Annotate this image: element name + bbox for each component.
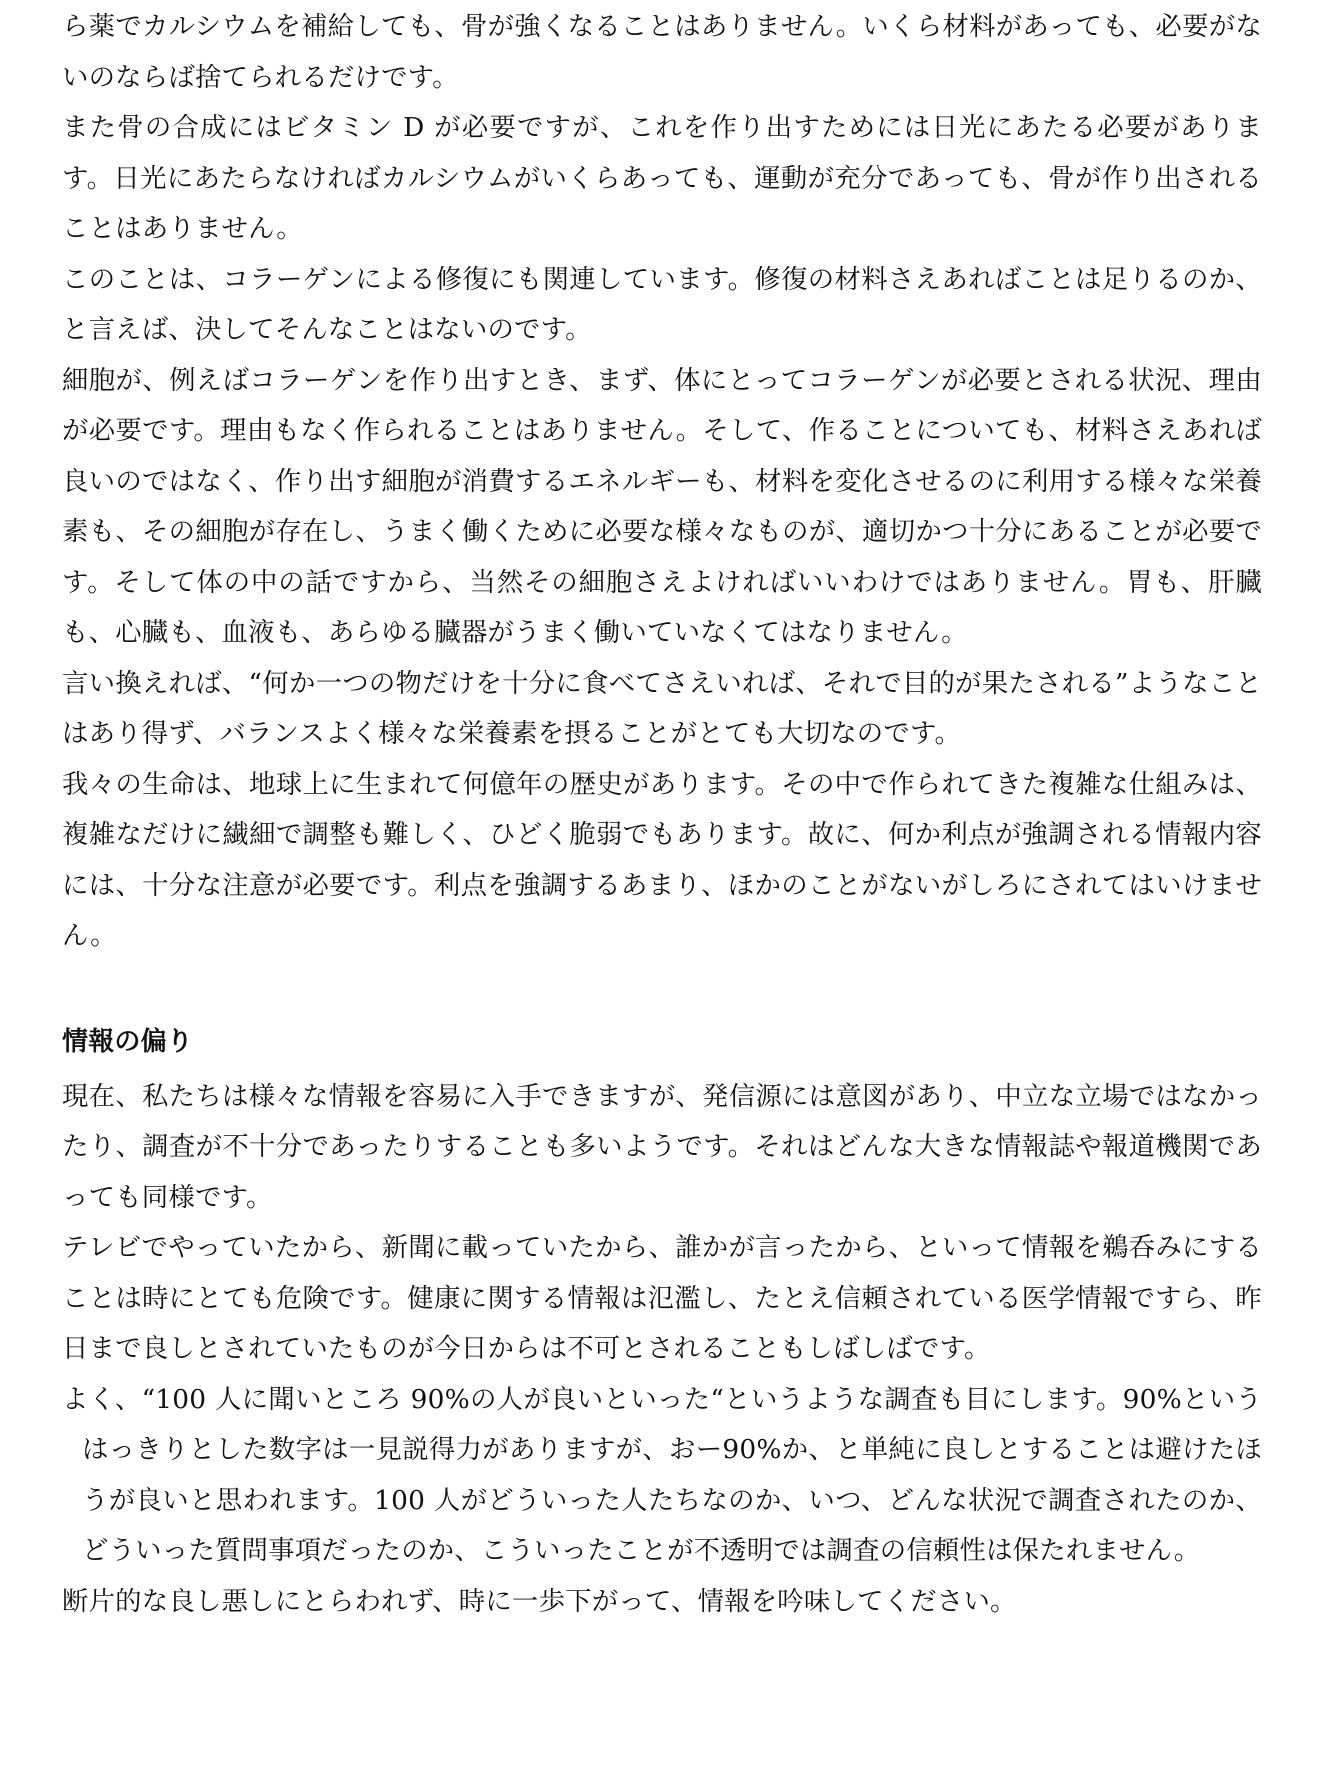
paragraph: 細胞が、例えばコラーゲンを作り出すとき、まず、体にとってコラーゲンが必要とされる状況、理由が必要です。理由もなく作られることはありません。そして、作ることについても、材料さえあれば良いのではなく、作り出す細胞が消費するエネルギーも、材料を変化させるのに利用する様々な栄養素も、その細胞が存在し、うまく働くために必要な様々なものが、適切かつ十分にあることが必要です。そして体の中の話ですから、当然その細胞さえよければいいわけではありません。胃も、肝臓も、心臓も、血液も、あらゆる臓器がうまく働いていなくてはなりません。 (62, 364, 1262, 648)
paragraph: 現在、私たちは様々な情報を容易に入手できますが、発信源には意図があり、中立な立場ではなかったり、調査が不十分であったりすることも多いようです。それはどんな大きな情報誌や報道機関であっても同様です。 (62, 1080, 1262, 1213)
paragraph: ら薬でカルシウムを補給しても、骨が強くなることはありません。いくら材料があっても、必要がないのならば捨てられるだけです。 (62, 11, 1262, 93)
paragraph: 言い換えれば、“何か一つの物だけを十分に食べてさえいれば、それで目的が果たされる”ようなことはあり得ず、バランスよく様々な栄養素を摂ることがとても大切なのです。 (62, 667, 1262, 749)
section-heading: 情報の偏り (62, 1026, 194, 1057)
paragraph: 我々の生命は、地球上に生まれて何億年の歴史があります。その中で作られてきた複雑な仕組みは、複雑なだけに繊細で調整も難しく、ひどく脆弱でもあります。故に、何か利点が強調される情報内容には、十分な注意が必要です。利点を強調するあまり、ほかのことがないがしろにされてはいけません。 (62, 768, 1262, 951)
paragraph: また骨の合成にはビタミン D が必要ですが、これを作り出すためには日光にあたる必要があります。日光にあたらなければカルシウムがいくらあっても、運動が充分であっても、骨が作り出されることはありません。 (62, 112, 1262, 244)
document-page (62, 2, 1262, 1627)
paragraph: このことは、コラーゲンによる修復にも関連しています。修復の材料さえあればことは足りるのか、と言えば、決してそんなことはないのです。 (62, 263, 1262, 345)
closing-paragraph: 断片的な良し悪しにとらわれず、時に一歩下がって、情報を吟味してください。 (62, 1585, 1017, 1617)
section-spacer (62, 962, 1262, 1012)
paragraph: テレビでやっていたから、新聞に載っていたから、誰かが言ったから、といって情報を鵜呑みにすることは時にとても危険です。健康に関する情報は氾濫し、たとえ信頼されている医学情報ですら、昨日まで良しとされていたものが今日からは不可とされることもしばしばです。 (62, 1232, 1262, 1364)
quote-paragraph: よく、“100 人に聞いところ 90%の人が良いといった“というような調査も目にします。90%というはっきりとした数字は一見説得力がありますが、おー90%か、と単純に良しとすることは避けたほうが良いと思われます。100 人がどういった人たちなのか、いつ、どんな状況で調査されたのか、どういった質問事項だったのか、こういったことが不透明では調査の信頼性は保たれません。 (62, 1383, 1262, 1566)
